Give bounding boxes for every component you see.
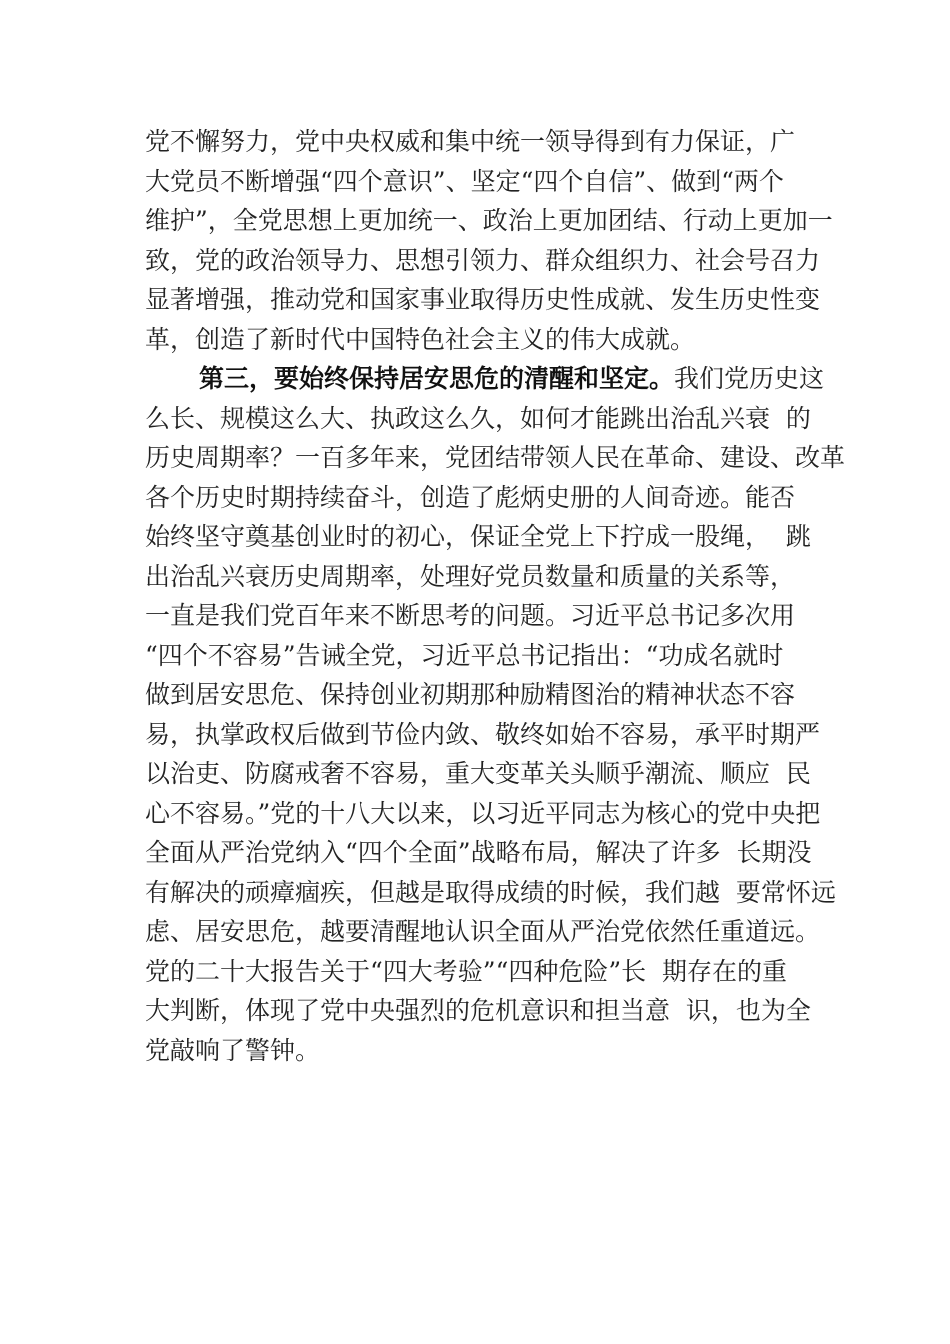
text-line: 始终坚守奠基创业时的初心，保证全党上下拧成一股绳， 跳 [145,522,811,551]
text-line: 党敲响了警钟。 [145,1035,321,1065]
text-line: 全面从严治党纳入“四个全面”战略布局，解决了许多 长期没 [145,838,812,867]
text-line: 么长、规模这么大、执政这么久，如何才能跳出治乱兴衰 的 [145,403,811,433]
text-line: 各个历史时期持续奋斗，创造了彪炳史册的人间奇迹。能否 [145,482,796,512]
text-line: 以治吏、防腐戒奢不容易，重大变革关头顺乎潮流、顺应 民 [145,759,811,788]
text-line: 大党员不断增强“四个意识”、坚定“四个自信”、做到“两个 [145,166,784,196]
text-line: 历史周期率？一百多年来，党团结带领人民在革命、建设、改革 [145,443,846,472]
text-line: 致，党的政治领导力、思想引领力、群众组织力、社会号召力 [145,245,821,275]
text-line: 党的二十大报告关于“四大考验”“四种危险”长 期存在的重 [145,956,788,986]
section-heading: 第三，要始终保持居安思危的清醒和坚定。 [199,364,675,393]
body-text [145,122,845,1070]
text-line: 做到居安思危、保持创业初期那种励精图治的精神状态不容 [145,680,796,709]
text-line: “四个不容易”告诫全党，习近平总书记指出：“功成名就时 [145,640,784,670]
text-line: 维护”，全党思想上更加统一、政治上更加团结、行动上更加一 [145,206,833,235]
text-line: 大判断，体现了党中央强烈的危机意识和担当意 识，也为全 [145,996,811,1025]
paragraph-2 [145,359,845,1070]
text-line: 出治乱兴衰历史周期率，处理好党员数量和质量的关系等， [145,561,796,591]
text-line: 有解决的顽瘴痼疾，但越是取得成绩的时候，我们越 要常怀远 [145,877,836,907]
text-line-first [145,359,845,399]
text-line: 虑、居安思危，越要清醒地认识全面从严治党依然任重道远。 [145,917,821,946]
text-line-rest: 我们党历史这 [674,364,825,393]
text-line: 党不懈努力，党中央权威和集中统一领导得到有力保证，广 [145,127,796,156]
paragraph-1 [145,122,845,359]
text-line: 显著增强，推动党和国家事业取得历史性成就、发生历史性变 [145,285,821,314]
text-line: 革，创造了新时代中国特色社会主义的伟大成就。 [145,324,696,354]
text-line: 易，执掌政权后做到节俭内敛、敬终如始不容易，承平时期严 [145,719,821,749]
text-line: 一直是我们党百年来不断思考的问题。习近平总书记多次用 [145,601,796,630]
text-line: 心不容易。”党的十八大以来，以习近平同志为核心的党中央把 [145,798,821,828]
